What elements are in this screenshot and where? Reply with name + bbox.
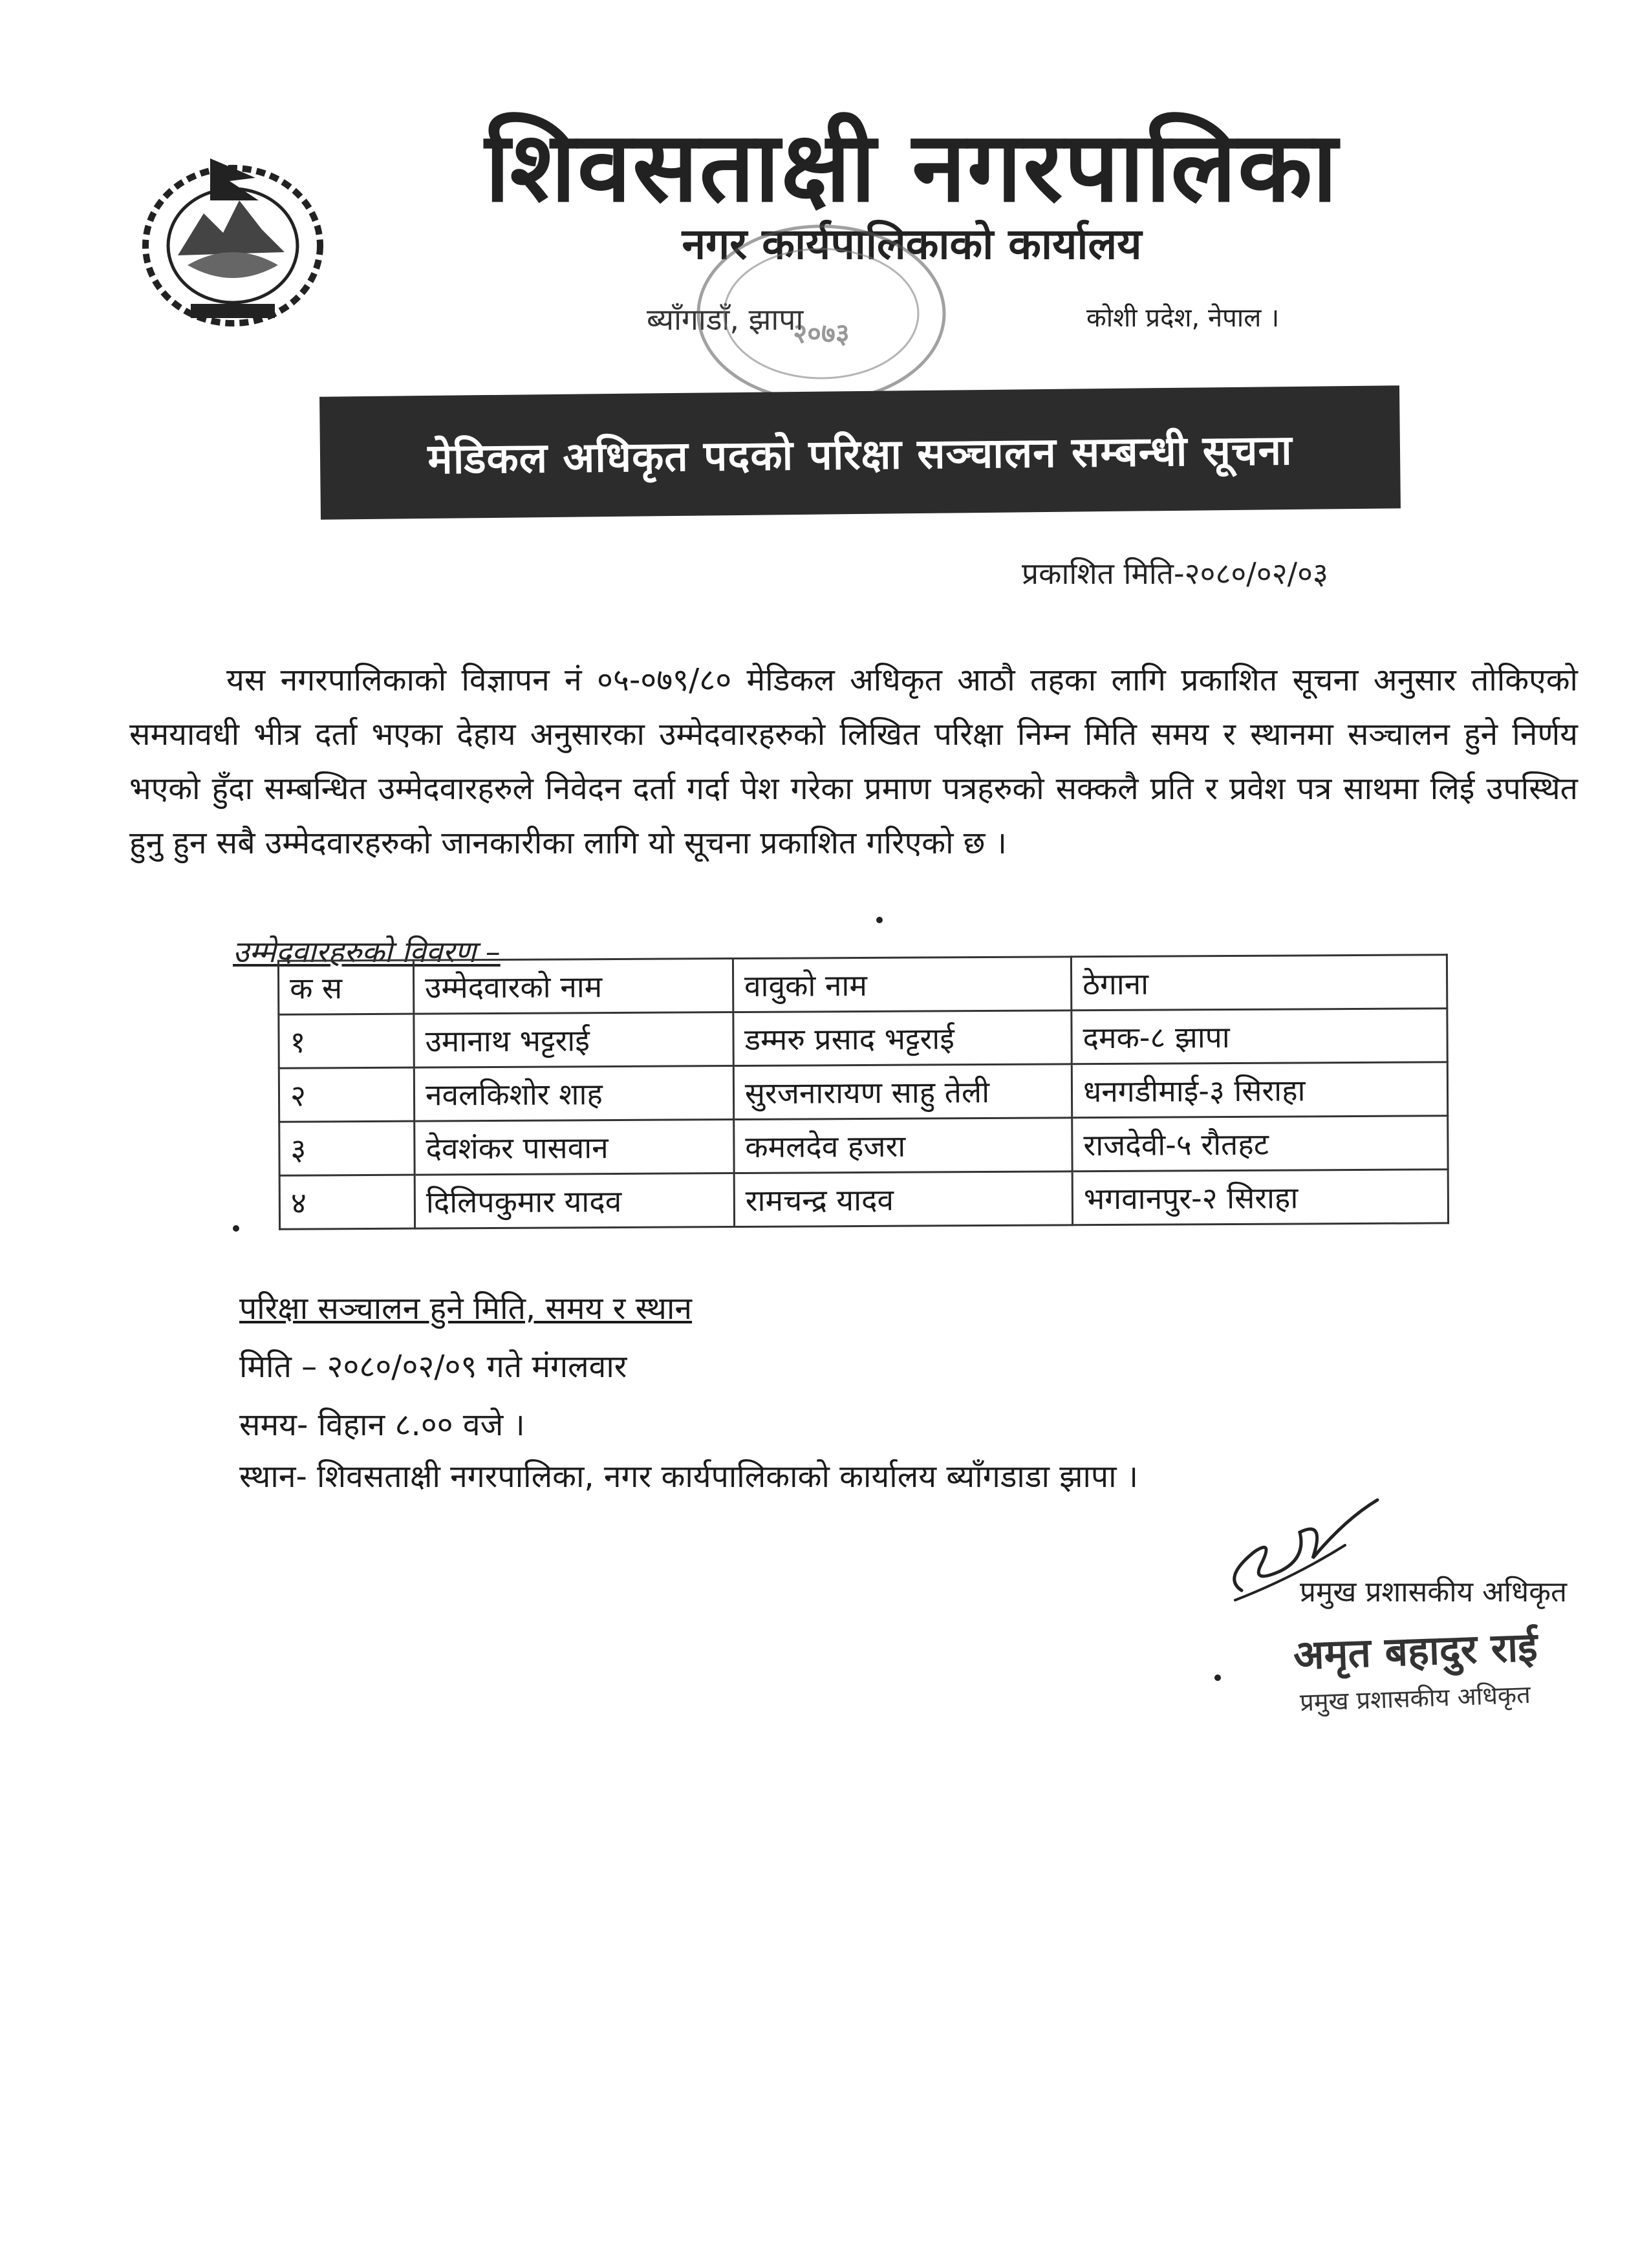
scan-speck — [233, 1225, 239, 1232]
father-name-cell: रामचन्द्र यादव — [734, 1171, 1073, 1227]
office-stamp — [685, 213, 957, 414]
column-header-address: ठेगाना — [1071, 955, 1447, 1011]
address-cell: भगवानपुर-२ सिराहा — [1072, 1170, 1448, 1225]
published-date: प्रकाशित मिति-२०८०/०२/०३ — [1022, 556, 1328, 591]
scan-speck — [876, 917, 883, 923]
serial-cell: १ — [279, 1014, 414, 1068]
exam-details-heading: परिक्षा सञ्चालन हुने मिति, समय र स्थान — [239, 1290, 693, 1327]
exam-venue: स्थान- शिवसताक्षी नगरपालिका, नगर कार्यपालिकाको कार्यालय ब्याँगडाडा झापा । — [239, 1459, 1139, 1495]
table-row — [279, 1009, 1447, 1068]
father-name-cell: डम्मरु प्रसाद भट्टराई — [733, 1011, 1072, 1066]
father-name-cell: सुरजनारायण साहु तेली — [733, 1064, 1072, 1120]
table-row — [279, 1170, 1448, 1229]
scan-speck — [1214, 1674, 1221, 1681]
org-name-title: शिवसताक्षी नगरपालिका — [484, 111, 1339, 224]
serial-cell: ४ — [279, 1175, 415, 1229]
address-cell: दमक-८ झापा — [1072, 1009, 1447, 1064]
table-header-row — [278, 955, 1447, 1014]
exam-time: समय- विहान ८.०० वजे । — [239, 1407, 525, 1443]
notice-body-paragraph: यस नगरपालिकाको विज्ञापन नं ०५-०७९/८० मेडिकल अधिकृत आठौ तहका लागि प्रकाशित सूचना अनुसार तोकिएको समयावधी भीत्र दर्ता भएका देहाय अनुसारका उम्मेदवारहरुको लिखित परिक्षा निम्न मिति समय र स्थानमा सञ्चालन हुने निर्णय भएको हुँदा सम्बन्धित उम्मेदवारहरुले निवेदन दर्ता गर्दा पेश गरेका प्रमाण पत्रहरुको सक्कलै प्रति र प्रवेश पत्र साथमा लिई उपस्थित हुनु हुन सबै उम्मेदवारहरुको जानकारीका लागि यो सूचना प्रकाशित गरिएको छ । — [129, 662, 1578, 861]
candidate-name-cell: दिलिपकुमार यादव — [415, 1173, 734, 1229]
father-name-cell: कमलदेव हजरा — [734, 1118, 1073, 1173]
signatory-name-stamp: अमृत बहादुर राई — [1292, 1623, 1538, 1679]
serial-cell: २ — [279, 1067, 414, 1122]
signatory-role: प्रमुख प्रशासकीय अधिकृत — [1300, 1576, 1568, 1609]
nepal-emblem-logo — [133, 142, 333, 336]
office-subtitle: नगर कार्यपालिकाको कार्यालय — [682, 219, 1142, 269]
address-cell: धनगडीमाई-३ सिराहा — [1072, 1062, 1447, 1118]
candidate-name-cell: नवलकिशोर शाह — [414, 1066, 733, 1122]
address-cell: राजदेवी-५ रौतहट — [1072, 1116, 1448, 1171]
candidates-table — [277, 954, 1449, 1230]
column-header-father-name: वावुको नाम — [733, 957, 1072, 1012]
office-location-left: ब्याँगाडाँ, झापा — [647, 302, 804, 337]
svg-text:२०७३: २०७३ — [793, 317, 850, 349]
office-location-right: कोशी प्रदेश, नेपाल । — [1086, 303, 1280, 333]
notice-title: मेडिकल अधिकृत पदको परिक्षा सञ्चालन सम्बन्धी सूचना — [427, 426, 1293, 484]
exam-date: मिति – २०८०/०२/०९ गते मंगलवार — [239, 1349, 627, 1385]
table-row — [279, 1116, 1448, 1175]
notice-title-banner — [319, 385, 1401, 519]
table-row — [279, 1062, 1447, 1122]
serial-cell: ३ — [279, 1121, 415, 1175]
candidate-name-cell: उमानाथ भट्टराई — [414, 1012, 733, 1068]
signatory-role-stamp: प्रमुख प्रशासकीय अधिकृत — [1299, 1680, 1531, 1717]
column-header-serial: क स — [278, 960, 413, 1014]
candidate-name-cell: देवशंकर पासवान — [415, 1120, 734, 1175]
column-header-candidate-name: उम्मेदवारको नाम — [413, 959, 733, 1014]
candidates-table-heading: उम्मेदवारहरुको विवरण – — [233, 934, 501, 969]
